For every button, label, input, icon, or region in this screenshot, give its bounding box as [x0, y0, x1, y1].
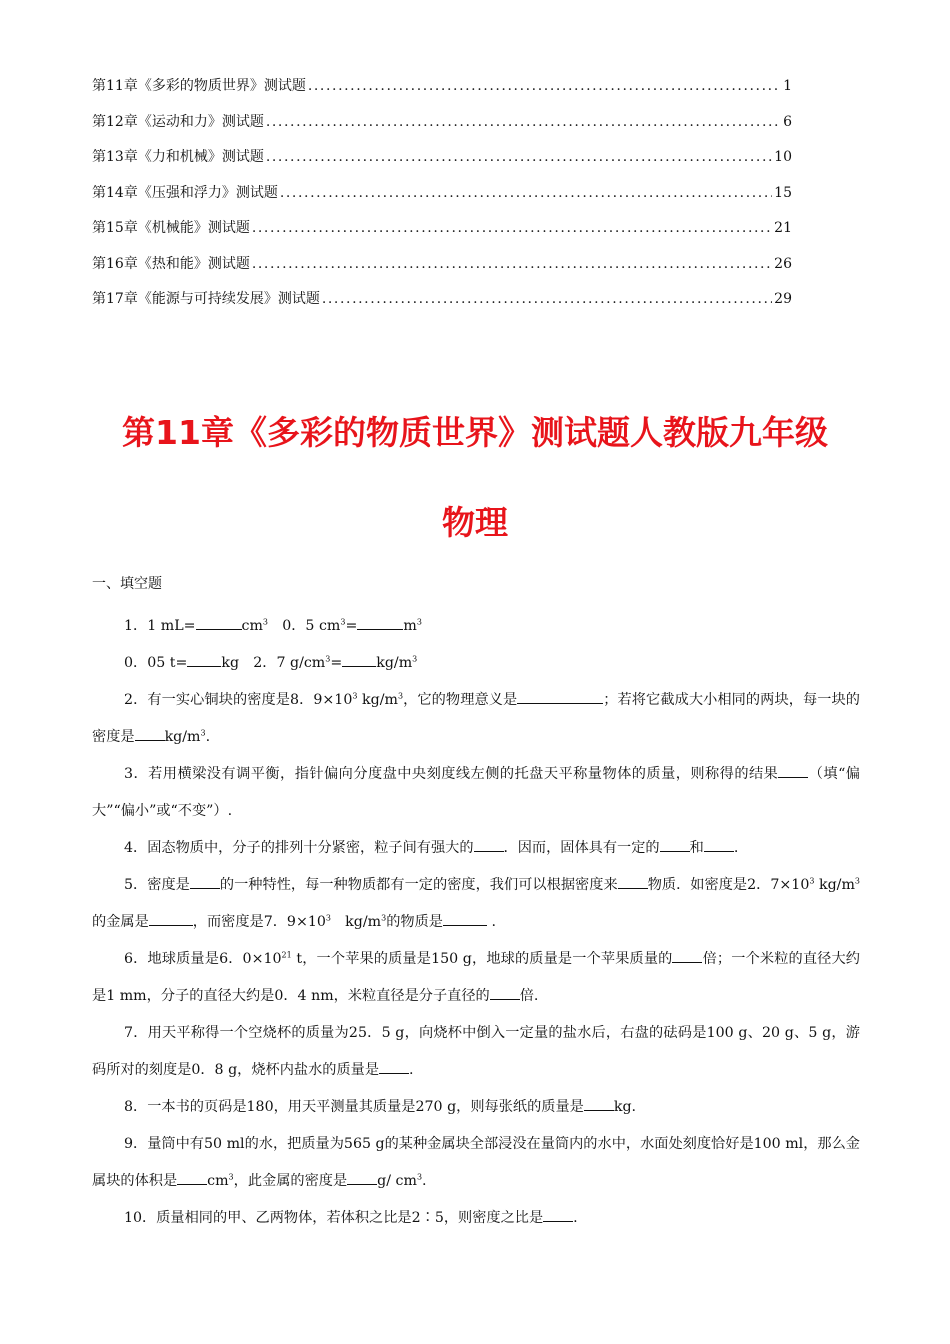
answer-blank[interactable] — [177, 1168, 207, 1185]
answer-blank[interactable] — [490, 983, 520, 1000]
question-9: 9．量筒中有50 ml的水，把质量为565 g的某种金属块全部浸没在量筒内的水中，水面处刻度恰好是100 ml，那么金属块的体积是 $cm^3$，此金属的密度是 g/ $cm^3$. — [92, 1136, 860, 1189]
question-5: 5．密度是 的一种特性，每一种物质都有一定的密度，我们可以根据密度来 物质．如密度是2．$7\times 10^3$ $kg/m^3$的金属是 ，而密度是7．$9\times 10^3$ $kg/m^3$的物质是 . — [92, 867, 860, 941]
answer-blank[interactable] — [149, 909, 193, 926]
question-2: 2．有一实心铜块的密度是8．$9\times 10^3$ $kg/m^3$，它的物理意义是 ；若将它截成大小相同的两块，每一块的密度是 $kg/m^3$. — [92, 682, 860, 756]
toc-leader — [308, 76, 781, 96]
answer-blank[interactable] — [543, 1205, 573, 1222]
toc-title: 第14章《压强和浮力》测试题 — [92, 184, 278, 201]
toc-title: 第17章《能源与可持续发展》测试题 — [92, 291, 320, 307]
answer-blank[interactable] — [660, 835, 690, 852]
question-7: 7．用天平称得一个空烧杯的质量为25．5 g，向烧杯中倒入一定量的盐水后，右盘的砝码是100 g、20 g、5 g，游码所对的刻度是0．8 g，烧杯内盐水的质量是 . — [92, 1025, 860, 1078]
toc-page-number: 1 — [783, 78, 792, 94]
answer-blank[interactable] — [347, 1168, 377, 1185]
toc-page-number: 10 — [774, 149, 792, 165]
answer-blank[interactable] — [618, 872, 648, 889]
chapter-title-line-2: 物理 — [442, 503, 508, 542]
toc-leader — [266, 147, 772, 167]
toc-leader — [252, 218, 772, 238]
answer-blank[interactable] — [584, 1094, 614, 1111]
answer-blank[interactable] — [196, 613, 242, 630]
toc-page-number: 6 — [783, 113, 792, 130]
question-1-part-a: 1．1 $mL= cm^3$ 0．5 $cm^3= m^3$ — [92, 608, 860, 645]
answer-blank[interactable] — [443, 909, 487, 926]
chapter-title-line-1: 第11章《多彩的物质世界》测试题人教版九年级 — [122, 413, 828, 452]
toc-page-number: 26 — [774, 255, 792, 272]
answer-blank[interactable] — [187, 650, 221, 667]
toc-entry[interactable] — [92, 112, 792, 148]
toc-page-number: 15 — [774, 184, 792, 201]
answer-blank[interactable] — [190, 872, 220, 889]
chapter-title — [60, 388, 890, 568]
toc-leader — [266, 112, 781, 132]
answer-blank[interactable] — [474, 835, 504, 852]
answer-blank[interactable] — [704, 835, 734, 852]
answer-blank[interactable] — [135, 724, 165, 741]
toc-leader — [322, 289, 772, 309]
toc-entry[interactable] — [92, 289, 792, 325]
toc-entry[interactable] — [92, 76, 792, 112]
toc-page-number: 29 — [774, 291, 792, 307]
question-3: 3．若用横梁没有调平衡，指针偏向分度盘中央刻度线左侧的托盘天平称量物体的质量，则称得的结果 （填“偏大”“偏小”或“不变”）. — [92, 756, 860, 830]
answer-blank[interactable] — [517, 687, 603, 704]
toc-leader — [280, 183, 772, 203]
toc-entry[interactable] — [92, 218, 792, 254]
table-of-contents — [92, 76, 792, 325]
toc-title: 第13章《力和机械》测试题 — [92, 149, 264, 165]
question-1-part-b: 0．05 t= kg 2．7 $g/cm^3= kg/m^3$ — [92, 645, 860, 682]
toc-page-number: 21 — [774, 220, 792, 236]
toc-title: 第16章《热和能》测试题 — [92, 255, 250, 272]
answer-blank[interactable] — [672, 946, 702, 963]
toc-leader — [252, 254, 772, 274]
answer-blank[interactable] — [379, 1057, 409, 1074]
question-8: 8．一本书的页码是180，用天平测量其质量是270 g，则每张纸的质量是 kg. — [92, 1089, 860, 1126]
toc-entry[interactable] — [92, 147, 792, 183]
question-10: 10．质量相同的甲、乙两物体，若体积之比是2∶5，则密度之比是 . — [92, 1200, 860, 1237]
answer-blank[interactable] — [778, 761, 808, 778]
answer-blank[interactable] — [342, 650, 376, 667]
toc-entry[interactable] — [92, 183, 792, 219]
answer-blank[interactable] — [357, 613, 403, 630]
toc-entry[interactable] — [92, 254, 792, 290]
toc-title: 第12章《运动和力》测试题 — [92, 113, 264, 130]
question-list — [92, 608, 860, 1237]
question-6: 6．地球质量是6．$0\times 10^{21}$ t，一个苹果的质量是150 g，地球的质量是一个苹果质量的 倍；一个米粒的直径大约是1 mm，分子的直径大约是0．4 nm，米粒直径是分子直径的 倍. — [92, 941, 860, 1015]
toc-title: 第15章《机械能》测试题 — [92, 220, 250, 236]
question-4: 4．固态物质中，分子的排列十分紧密，粒子间有强大的 ．因而，固体具有一定的 和 . — [92, 830, 860, 867]
toc-title: 第11章《多彩的物质世界》测试题 — [92, 78, 306, 94]
section-heading: 一、填空题 — [92, 576, 162, 592]
